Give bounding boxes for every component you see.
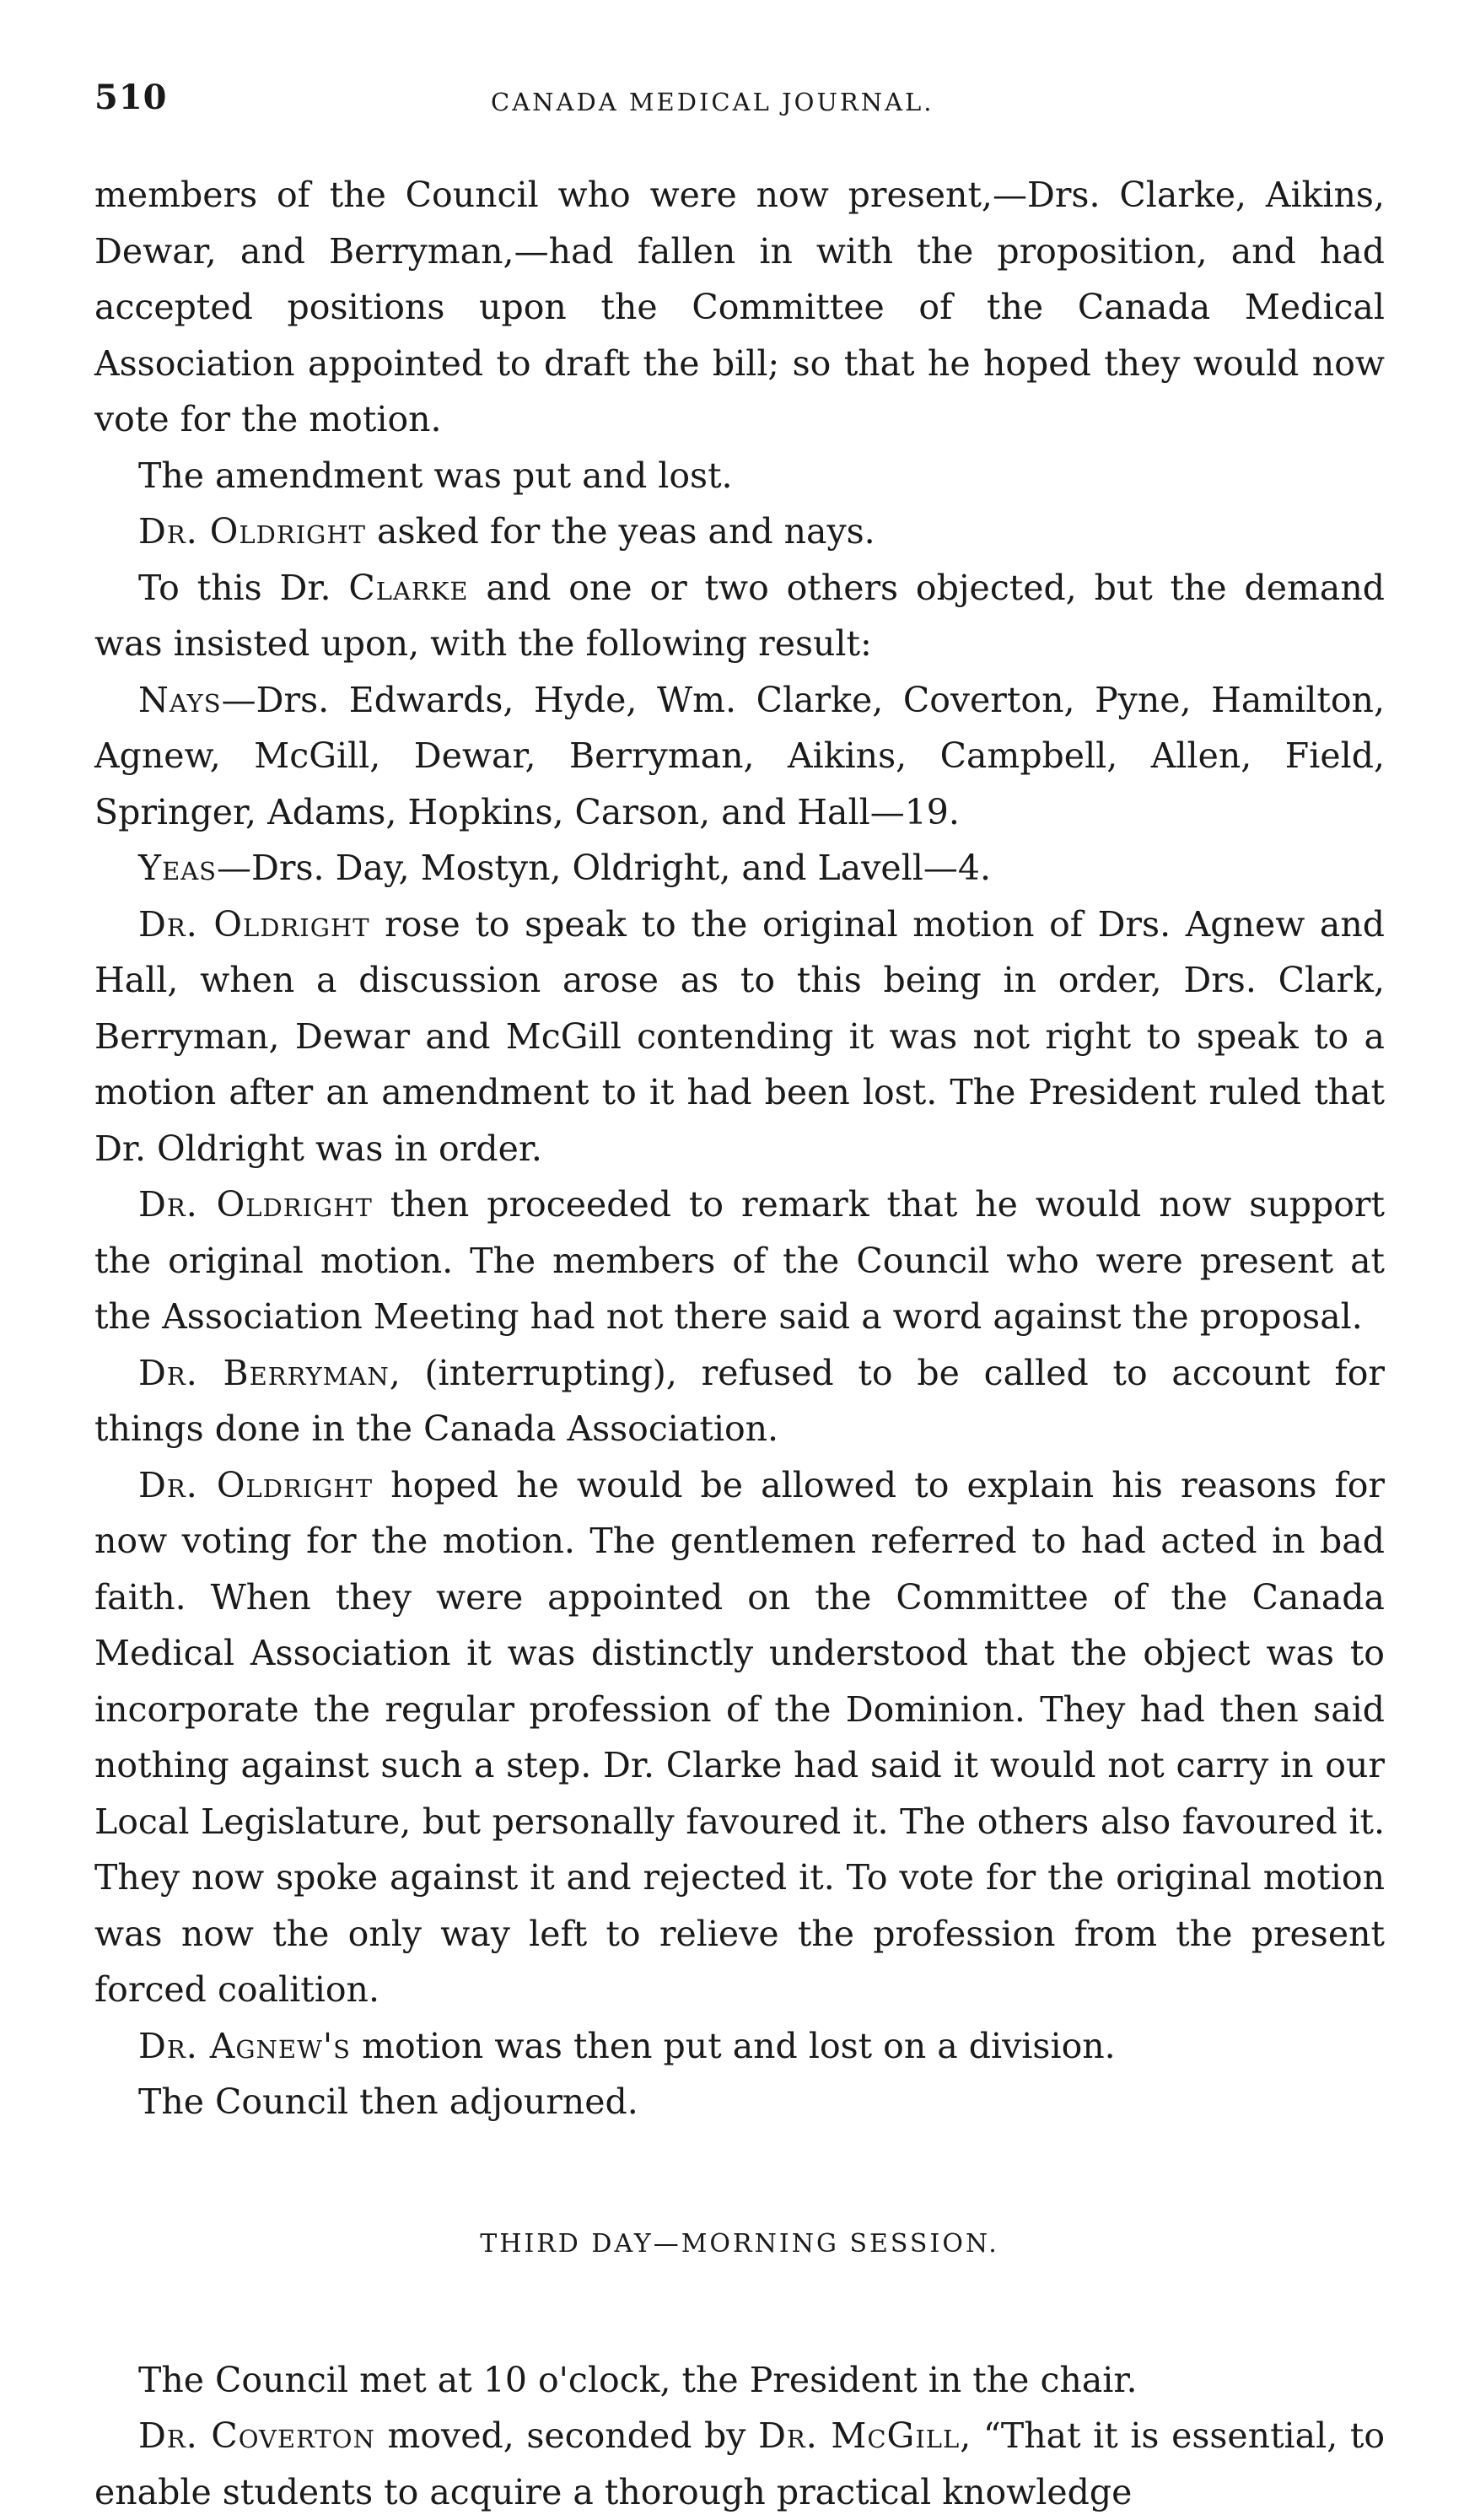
- paragraph: [94, 1177, 1385, 1345]
- paragraph: [94, 167, 1385, 448]
- paragraph-text: rose to speak to the original motion of Drs. Agnew and Hall, when a discussion arose as to this being in order, Drs. Clark, Berryman, Dewar and McGill contending it was not right to speak to a motion after an amendment to it had been lost. The President ruled that Dr. Oldright was in order.: [94, 903, 1386, 1169]
- paragraph: [94, 1345, 1385, 1457]
- paragraph-text: then proceeded to remark that he would now support the original motion. The members of the Council who were present at the Association Meeting had not there said a word against the proposal.: [94, 1184, 1385, 1337]
- paragraph: [94, 672, 1385, 841]
- paragraph: [94, 2408, 1385, 2520]
- paragraph-lead: To this Dr.: [138, 567, 349, 608]
- paragraph: [94, 560, 1385, 672]
- speaker-name: Clarke: [348, 567, 469, 608]
- speaker-name: Dr. Oldright: [138, 1184, 373, 1225]
- section-heading: THIRD DAY—MORNING SESSION.: [480, 2228, 999, 2259]
- paragraph-text: hoped he would be allowed to explain his reasons for now voting for the motion. The gentlemen referred to had acted in bad faith. When they were appointed on the Committee of the Canada Medical Association it was distinctly understood that the object was to incorporate the regular profession of the Dominion. They had then said nothing against such a step. Dr. Clarke had said it would not carry in our Local Legislature, but personally favoured it. The others also favoured it. They now spoke against it and rejected it. To vote for the original motion was now the only way left to relieve the profession from the present forced coalition.: [94, 1464, 1385, 2010]
- paragraph: [94, 1457, 1385, 2018]
- paragraph: [94, 840, 1385, 897]
- paragraph-text: moved, seconded by: [374, 2415, 759, 2456]
- speaker-name: Dr. Coverton: [138, 2415, 375, 2456]
- paragraph-text: and one or two others objected, but the demand was insisted upon, with the following result:: [94, 567, 1385, 664]
- vote-label: Nays: [138, 679, 222, 720]
- paragraph: [94, 448, 1385, 504]
- speaker-name: Dr. McGill: [758, 2415, 961, 2456]
- speaker-name: Dr. Oldright: [138, 1464, 374, 1505]
- paragraph: [94, 2074, 1385, 2130]
- speaker-name: Dr. Agnew's: [138, 2025, 352, 2066]
- paragraph-text: The Council met at 10 o'clock, the President in the chair.: [138, 2359, 1138, 2400]
- speaker-name: Dr. Berryman: [138, 1352, 390, 1393]
- paragraph-text: motion was then put and lost on a division.: [351, 2025, 1116, 2066]
- paragraph: [94, 897, 1385, 1177]
- speaker-name: Dr. Oldright: [138, 511, 366, 552]
- paragraph-text: asked for the yeas and nays.: [365, 511, 875, 552]
- running-head: CANADA MEDICAL JOURNAL.: [491, 88, 934, 116]
- vote-label: Yeas: [138, 848, 218, 888]
- page-number: 510: [94, 78, 168, 117]
- paragraph: [94, 2018, 1385, 2075]
- body-text: [94, 167, 1385, 2520]
- paragraph-text: The Council then adjourned.: [138, 2081, 638, 2122]
- paragraph-text: , “That it is essential, to enable students to acquire a thorough practical knowledge: [94, 2415, 1386, 2512]
- paragraph-text: —Drs. Edwards, Hyde, Wm. Clarke, Coverton, Pyne, Hamilton, Agnew, McGill, Dewar, Berryman, Aikins, Campbell, Allen, Field, Springer, Adams, Hopkins, Carson, and Hall—19.: [94, 679, 1385, 832]
- page-header: [94, 78, 1393, 128]
- paragraph-text: members of the Council who were now present,—Drs. Clarke, Aikins, Dewar, and Berryman,—had fallen in with the proposition, and had accepted positions upon the Committee of the Canada Medical Association appointed to draft the bill; so that he hoped they would now vote for the motion.: [94, 175, 1385, 439]
- speaker-name: Dr. Oldright: [138, 903, 370, 945]
- paragraph: [94, 2352, 1385, 2409]
- paragraph: [94, 503, 1385, 560]
- paragraph-text: , (interrupting), refused to be called to account for things done in the Canada Association.: [94, 1352, 1385, 1449]
- paragraph-text: The amendment was put and lost.: [138, 455, 733, 496]
- paragraph-text: —Drs. Day, Mostyn, Oldright, and Lavell—4.: [217, 848, 991, 888]
